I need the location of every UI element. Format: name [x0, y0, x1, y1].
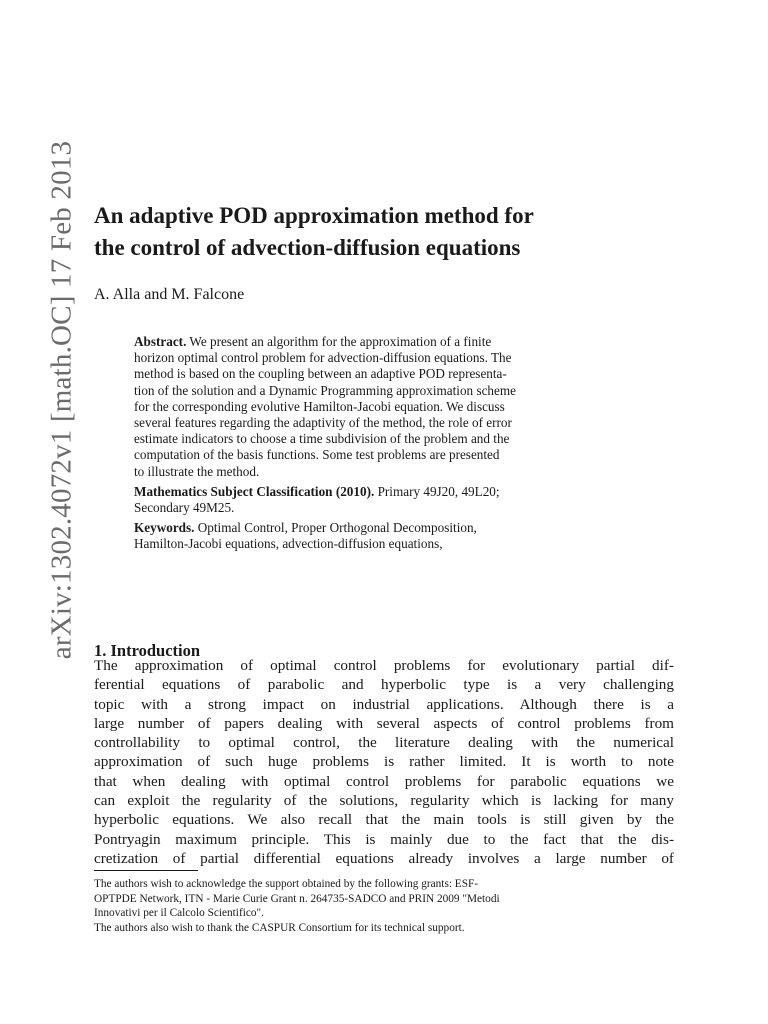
abstract-line: tion of the solution and a Dynamic Programming approximation scheme [134, 382, 516, 398]
abstract-line [134, 334, 634, 350]
footnote-line: The authors wish to acknowledge the support obtained by the following grants: ESF- [94, 878, 479, 890]
footnote-line: OPTPDE Network, ITN - Marie Curie Grant n. 264735-SADCO and PRIN 2009 "Metodi [94, 892, 500, 905]
footnote-line: Innovativi per il Calcolo Scientifico". [94, 907, 264, 920]
abstract-block [134, 334, 634, 557]
arxiv-identifier-stamp: arXiv:1302.4072v1 [math.OC] 17 Feb 2013 [45, 140, 78, 660]
body-line: ferential equations of parabolic and hyperbolic type is a very challenging [94, 676, 674, 694]
abstract-text: We present an algorithm for the approximation of a finite [186, 334, 492, 349]
msc-text: Primary 49J20, 49L20; [374, 483, 500, 499]
body-line: The approximation of optimal control problems for evolutionary partial dif- [94, 657, 674, 674]
abstract-line: method is based on the coupling between an adaptive POD representa- [134, 366, 507, 382]
title-line: An adaptive POD approximation method for [94, 203, 534, 228]
msc-paragraph [134, 484, 634, 516]
abstract-line: computation of the basis functions. Some test problems are presented [134, 447, 500, 463]
keywords-line [134, 520, 634, 536]
msc-label: Mathematics Subject Classification (2010). [134, 483, 375, 499]
body-line: controllability to optimal control, the literature dealing with the numerical [94, 734, 674, 752]
abstract-line: several features regarding the adaptivity of the method, the role of error [134, 415, 512, 431]
body-line: approximation of such huge problems is rather limited. It is worth to note [94, 753, 674, 771]
body-line: cretization of partial differential equations already involves a large number of [94, 849, 674, 867]
paper-title [94, 200, 714, 264]
footnote-divider [94, 870, 198, 871]
msc-line: Secondary 49M25. [134, 500, 235, 516]
body-line: large number of papers dealing with several aspects of control problems from [94, 714, 674, 732]
introduction-body [94, 656, 674, 868]
body-line: hyperbolic equations. We also recall that the main tools is still given by the [94, 811, 674, 829]
keywords-line: Hamilton-Jacobi equations, advection-diffusion equations, [134, 536, 443, 552]
abstract-line: estimate indicators to choose a time subdivision of the problem and the [134, 431, 510, 447]
abstract-paragraph [134, 334, 634, 480]
msc-line [134, 484, 634, 500]
body-line: that when dealing with optimal control problems for parabolic equations we [94, 772, 674, 790]
footnotes [94, 877, 674, 936]
abstract-line: to illustrate the method. [134, 463, 260, 479]
section-heading: 1. Introduction [94, 640, 201, 660]
body-line: topic with a strong impact on industrial applications. Although there is a [94, 695, 674, 713]
abstract-line: horizon optimal control problem for advection-diffusion equations. The [134, 350, 512, 366]
author-list: A. Alla and M. Falcone [94, 286, 245, 303]
body-line: can exploit the regularity of the solutions, regularity which is lacking for many [94, 792, 674, 810]
abstract-line: for the corresponding evolutive Hamilton-Jacobi equation. We discuss [134, 398, 505, 414]
abstract-label: Abstract. [134, 334, 187, 349]
title-line: the control of advection-diffusion equations [94, 235, 521, 260]
keywords-label: Keywords. [134, 520, 195, 536]
footnote-line: The authors also wish to thank the CASPUR Consortium for its technical support. [94, 922, 465, 935]
body-line: Pontryagin maximum principle. This is mainly due to the fact that the dis- [94, 830, 674, 848]
keywords-paragraph [134, 520, 634, 552]
keywords-text: Optimal Control, Proper Orthogonal Decomposition, [194, 520, 477, 536]
